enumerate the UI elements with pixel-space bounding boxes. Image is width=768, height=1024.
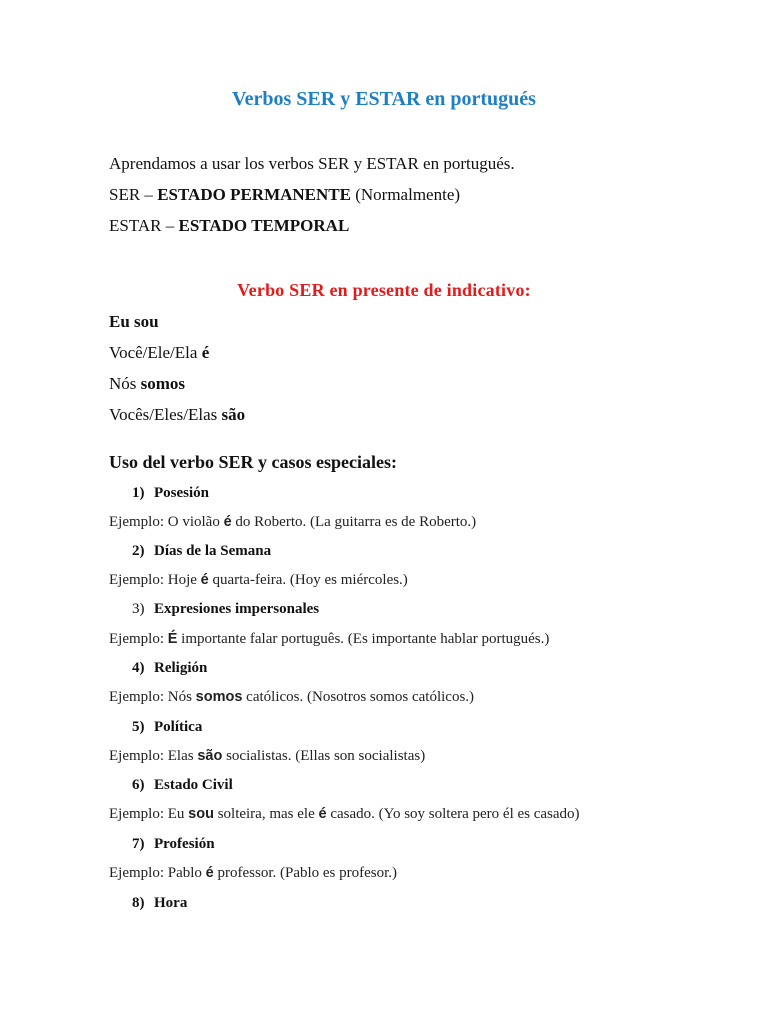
item-label: Religión — [154, 660, 208, 676]
example-line — [109, 514, 476, 531]
example-text: católicos. (Nosotros somos católicos.) — [242, 689, 475, 705]
item-label: Hora — [154, 895, 188, 911]
example-text: Ejemplo: Nós — [109, 689, 196, 705]
list-item — [132, 485, 209, 502]
example-line — [109, 572, 408, 589]
pronoun: Eu — [109, 312, 135, 331]
item-label: Profesión — [154, 836, 215, 852]
example-verb: é — [200, 572, 209, 588]
item-number: 1) — [132, 485, 145, 501]
item-number: 6) — [132, 777, 145, 793]
verb-form: é — [201, 343, 210, 362]
ser-definition — [109, 185, 460, 205]
ser-meaning: ESTADO PERMANENTE — [157, 185, 351, 204]
example-line — [109, 689, 474, 706]
example-text: solteira, mas ele — [213, 806, 319, 822]
example-text: professor. (Pablo es profesor.) — [213, 865, 398, 881]
example-verb: é — [318, 806, 327, 822]
conjugation-row — [109, 312, 159, 332]
example-verb: são — [197, 748, 223, 764]
item-number: 7) — [132, 836, 145, 852]
conjugation-heading: Verbo SER en presente de indicativo: — [237, 280, 531, 300]
verb-form: são — [221, 405, 246, 424]
pronoun: Você/Ele/Ela — [109, 343, 202, 362]
estar-meaning: ESTADO TEMPORAL — [178, 216, 350, 235]
example-text: Ejemplo: O violão — [109, 514, 224, 530]
example-text: do Roberto. (La guitarra es de Roberto.) — [231, 514, 477, 530]
example-verb: é — [223, 514, 232, 530]
example-verb: sou — [188, 806, 214, 822]
intro-line — [109, 154, 515, 174]
list-item — [132, 836, 215, 853]
item-number: 3) — [132, 601, 145, 617]
example-verb: é — [205, 865, 214, 881]
page-title: Verbos SER y ESTAR en portugués — [232, 88, 536, 110]
item-label: Expresiones impersonales — [154, 601, 320, 617]
pronoun: Vocês/Eles/Elas — [109, 405, 222, 424]
item-label: Política — [154, 719, 203, 735]
example-line — [109, 748, 425, 765]
pronoun: Nós — [109, 374, 141, 393]
example-text: socialistas. (Ellas son socialistas) — [222, 748, 426, 764]
example-verb: somos — [195, 689, 243, 705]
item-label: Estado Civil — [154, 777, 233, 793]
list-item — [132, 777, 233, 794]
intro-text: Aprendamos a usar los verbos SER y ESTAR en portugués. — [109, 154, 515, 173]
ser-label: SER – — [109, 185, 158, 204]
list-item — [132, 543, 271, 560]
conjugation-row — [109, 405, 245, 425]
list-item — [132, 719, 202, 736]
example-text: quarta-feira. (Hoy es miércoles.) — [208, 572, 408, 588]
example-line — [109, 631, 549, 648]
example-text: Ejemplo: Hoje — [109, 572, 201, 588]
ser-note: (Normalmente) — [350, 185, 461, 204]
example-text: importante falar português. (Es importante hablar portugués.) — [177, 631, 550, 647]
example-text: Ejemplo: Pablo — [109, 865, 206, 881]
example-text: Ejemplo: Elas — [109, 748, 198, 764]
conjugation-row — [109, 343, 209, 363]
example-line — [109, 806, 580, 823]
list-item — [132, 601, 319, 618]
item-label: Días de la Semana — [154, 543, 272, 559]
example-verb: É — [167, 631, 178, 647]
example-text: casado. (Yo soy soltera pero él es casado) — [326, 806, 580, 822]
example-text: Ejemplo: Eu — [109, 806, 189, 822]
item-number: 2) — [132, 543, 145, 559]
example-text: Ejemplo: — [109, 631, 168, 647]
example-line — [109, 865, 397, 882]
item-label: Posesión — [154, 485, 210, 501]
item-number: 8) — [132, 895, 145, 911]
item-number: 4) — [132, 660, 145, 676]
estar-label: ESTAR – — [109, 216, 179, 235]
conjugation-row — [109, 374, 185, 394]
list-item — [132, 895, 187, 912]
uses-heading: Uso del verbo SER y casos especiales: — [109, 452, 397, 472]
item-number: 5) — [132, 719, 145, 735]
verb-form: somos — [140, 374, 186, 393]
estar-definition — [109, 216, 349, 236]
verb-form: sou — [134, 312, 159, 331]
list-item — [132, 660, 207, 677]
